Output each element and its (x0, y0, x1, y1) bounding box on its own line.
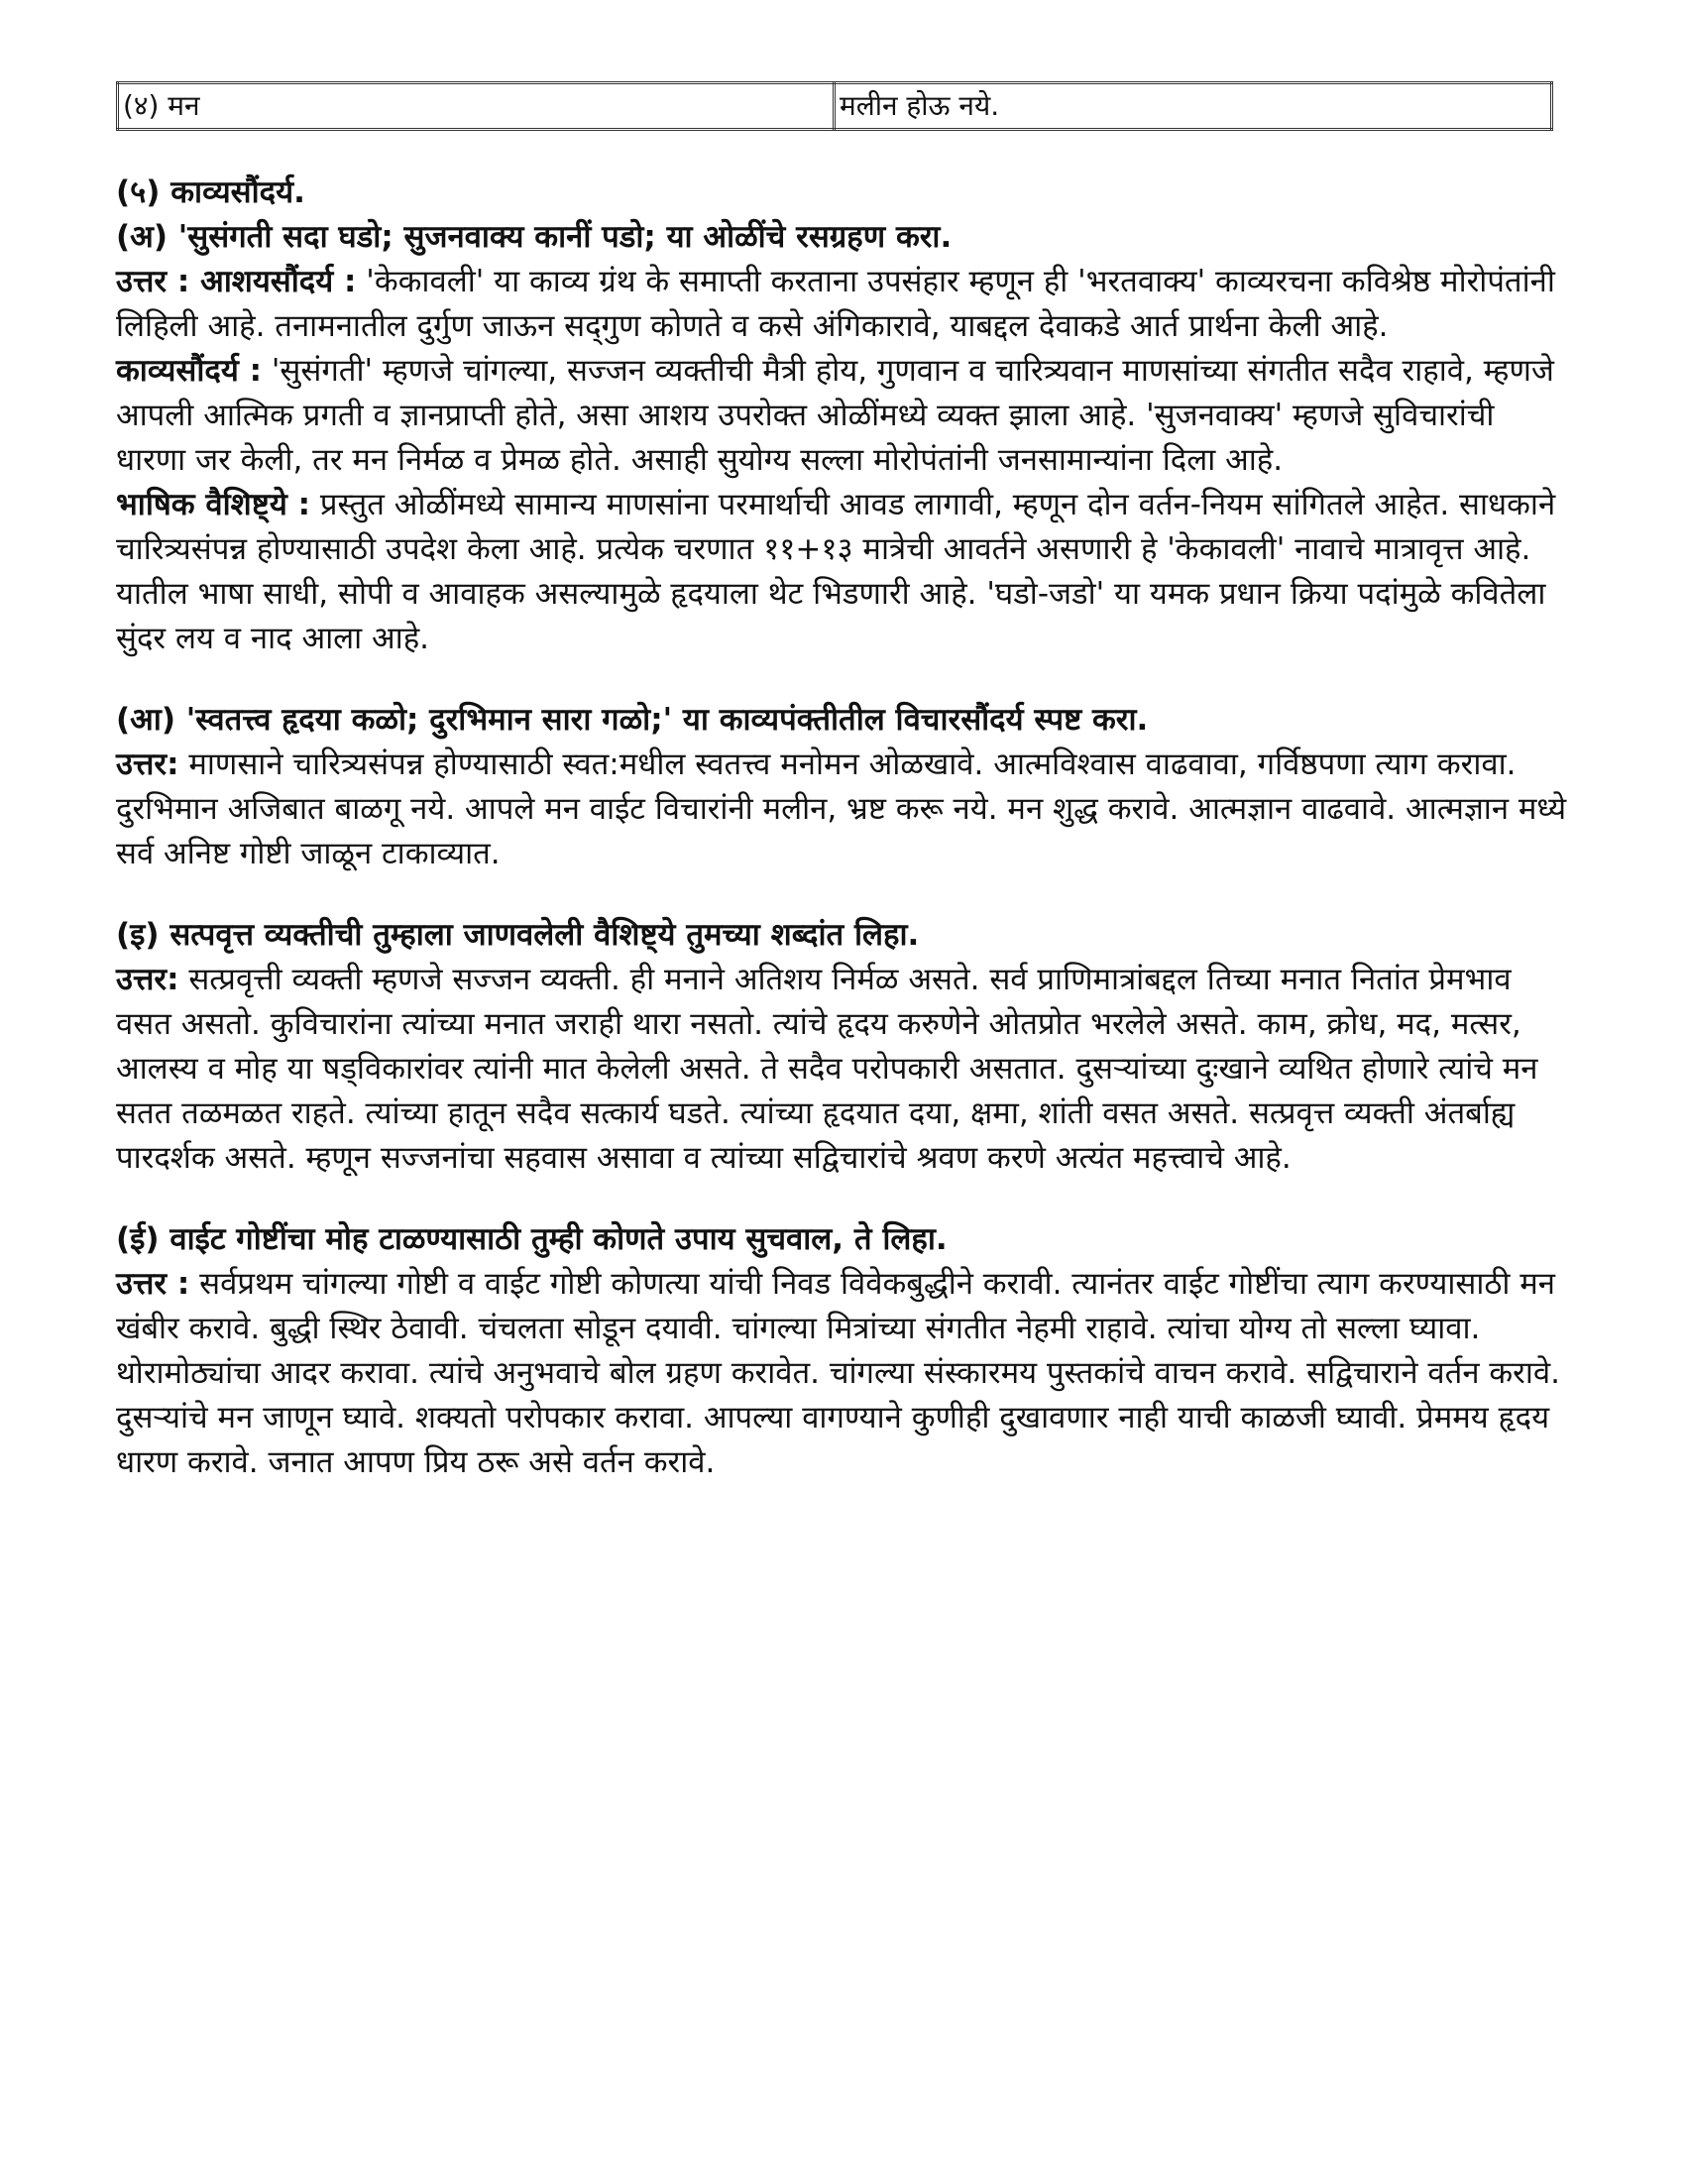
answer-paragraph (116, 958, 1573, 1181)
table-cell: (४) मन (118, 83, 835, 130)
table-cell: मलीन होऊ नये. (835, 83, 1552, 130)
question-heading: (ई) वाईट गोष्टींचा मोह टाळण्यासाठी तुम्ही कोणते उपाय सुचवाल, ते लिहा. (116, 1221, 948, 1257)
answer-text: प्रस्तुत ओळींमध्ये सामान्य माणसांना परमार्थाची आवड लागावी, म्हणून दोन वर्तन-नियम सांगितले आहेत. साधकाने चारित्र्यसंपन्न होण्यासाठी उपदेश केला आहे. प्रत्येक चरणात ११+१३ मात्रेची आवर्तने असणारी हे 'केकावली' नावाचे मात्रावृत्त आहे. यातील भाषा साधी, सोपी व आवाहक असल्यामुळे हृदयाला थेट भिडणारी आहे. 'घडो-जडो' या यमक प्रधान क्रिया पदांमुळे कवितेला सुंदर लय व नाद आला आहे. (116, 487, 1556, 656)
answer-text: 'सुसंगती' म्हणजे चांगल्या, सज्जन व्यक्तीची मैत्री होय, गुणवान व चारित्र्यवान माणसांच्या संगतीत सदैव राहावे, म्हणजे आपली आत्मिक प्रगती व ज्ञानप्राप्ती होते, असा आशय उपरोक्त ओळींमध्ये व्यक्त झाला आहे. 'सुजनवाक्य' म्हणजे सुविचारांची धारणा जर केली, तर मन निर्मळ व प्रेमळ होते. असाही सुयोग्य सल्ला मोरोपंतांनी जनसामान्यांना दिला आहे. (116, 353, 1554, 478)
section-ii (116, 1217, 1573, 1485)
answer-label: भाषिक वैशिष्ट्ये : (116, 487, 310, 522)
answer-paragraph (116, 260, 1573, 349)
section-i (116, 913, 1573, 1181)
answer-paragraph (116, 349, 1573, 483)
answer-label: उत्तर: (116, 747, 179, 782)
question-heading: (अ) 'सुसंगती सदा घडो; सुजनवाक्य कानीं पडो; या ओळींचे रसग्रहण करा. (116, 219, 953, 255)
answer-label: काव्यसौंदर्य : (116, 353, 263, 389)
section-aa (116, 698, 1573, 876)
answer-label: उत्तर : (116, 1266, 190, 1302)
answer-paragraph (116, 743, 1573, 876)
answer-table (116, 81, 1553, 131)
table-row (118, 83, 1552, 130)
answer-text: सर्वप्रथम चांगल्या गोष्टी व वाईट गोष्टी कोणत्या यांची निवड विवेकबुद्धीने करावी. त्यानंतर वाईट गोष्टींचा त्याग करण्यासाठी मन खंबीर करावे. बुद्धी स्थिर ठेवावी. चंचलता सोडून दयावी. चांगल्या मित्रांच्या संगतीत नेहमी राहावे. त्यांचा योग्य तो सल्ला घ्यावा. थोरामोठ्यांचा आदर करावा. त्यांचे अनुभवाचे बोल ग्रहण करावेत. चांगल्या संस्कारमय पुस्तकांचे वाचन करावे. सद्विचाराने वर्तन करावे. दुसऱ्यांचे मन जाणून घ्यावे. शक्यतो परोपकार करावा. आपल्या वागण्याने कुणीही दुखावणार नाही याची काळजी घ्यावी. प्रेममय हृदय धारण करावे. जनात आपण प्रिय ठरू असे वर्तन करावे. (116, 1266, 1560, 1480)
section-heading: (५) काव्यसौंदर्य. (116, 174, 305, 210)
answer-paragraph (116, 483, 1573, 661)
section-a (116, 171, 1573, 661)
answer-label: उत्तर: (116, 962, 179, 997)
question-heading: (आ) 'स्वतत्त्व हृदया कळो; दुरभिमान सारा गळो;' या काव्यपंक्तीतील विचारसौंदर्य स्पष्ट करा. (116, 702, 1149, 738)
answer-text: 'केकावली' या काव्य ग्रंथ के समाप्ती करताना उपसंहार म्हणून ही 'भरतवाक्य' काव्यरचना कविश्रेष्ठ मोरोपंतांनी लिहिली आहे. तनामनातील दुर्गुण जाऊन सद्‌गुण कोणते व कसे अंगिकारावे, याबद्दल देवाकडे आर्त प्रार्थना केली आहे. (116, 264, 1555, 344)
answer-label: उत्तर : आशयसौंदर्य : (116, 264, 357, 299)
document-content (116, 171, 1573, 1485)
answer-text: माणसाने चारित्र्यसंपन्न होण्यासाठी स्वत:मधील स्वतत्त्व मनोमन ओळखावे. आत्मविश्वास वाढवावा, गर्विष्ठपणा त्याग करावा. दुरभिमान अजिबात बाळगू नये. आपले मन वाईट विचारांनी मलीन, भ्रष्ट करू नये. मन शुद्ध करावे. आत्मज्ञान वाढवावे. आत्मज्ञान मध्ये सर्व अनिष्ट गोष्टी जाळून टाकाव्यात. (116, 747, 1567, 871)
answer-paragraph (116, 1262, 1573, 1485)
document-page (116, 81, 1573, 1522)
answer-text: सत्प्रवृत्ती व्यक्ती म्हणजे सज्जन व्यक्ती. ही मनाने अतिशय निर्मळ असते. सर्व प्राणिमात्रांबद्दल तिच्या मनात नितांत प्रेमभाव वसत असतो. कुविचारांना त्यांच्या मनात जराही थारा नसतो. त्यांचे हृदय करुणेने ओतप्रोत भरलेले असते. काम, क्रोध, मद, मत्सर, आलस्य व मोह या षड्‌विकारांवर त्यांनी मात केलेली असते. ते सदैव परोपकारी असतात. दुसऱ्यांच्या दुःखाने व्यथित होणारे त्यांचे मन सतत तळमळत राहते. त्यांच्या हातून सदैव सत्कार्य घडते. त्यांच्या हृदयात दया, क्षमा, शांती वसत असते. सत्प्रवृत्त व्यक्ती अंतर्बाह्य पारदर्शक असते. म्हणून सज्जनांचा सहवास असावा व त्यांच्या सद्विचारांचे श्रवण करणे अत्यंत महत्त्वाचे आहे. (116, 962, 1538, 1176)
question-heading: (इ) सत्पवृत्त व्यक्तीची तुम्हाला जाणवलेली वैशिष्ट्ये तुमच्या शब्दांत लिहा. (116, 917, 920, 953)
